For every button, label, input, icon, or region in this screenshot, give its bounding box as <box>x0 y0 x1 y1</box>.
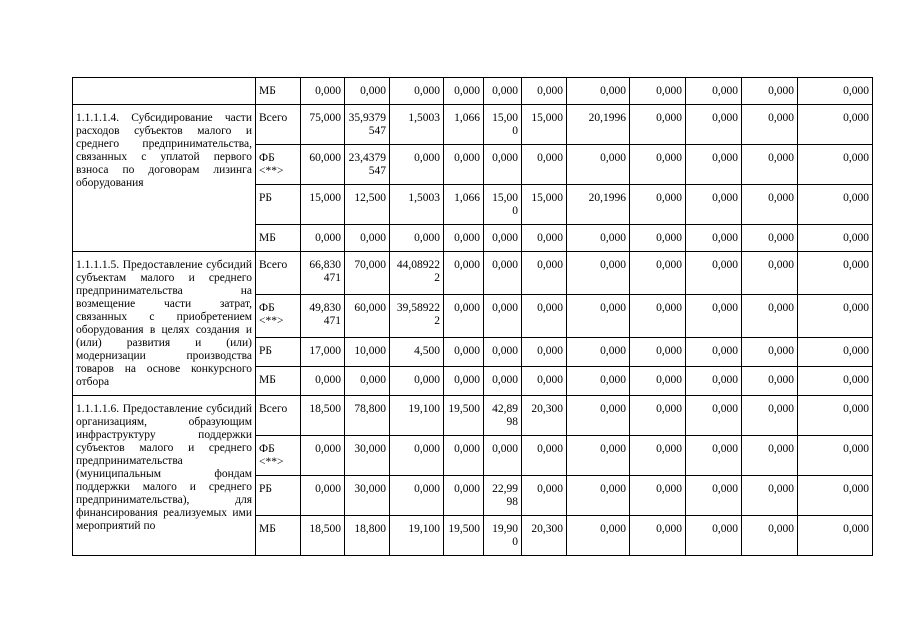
amount-cell: 0,000 <box>522 252 567 295</box>
amount-cell: 0,000 <box>686 225 742 252</box>
amount-cell: 23,4379547 <box>345 145 390 185</box>
funding-source: МБ <box>256 366 301 395</box>
amount-cell: 0,000 <box>567 476 630 516</box>
amount-cell: 0,000 <box>484 252 522 295</box>
amount-cell: 15,000 <box>484 185 522 225</box>
amount-cell: 0,000 <box>798 436 873 476</box>
amount-cell: 15,000 <box>301 185 345 225</box>
amount-cell: 0,000 <box>630 436 686 476</box>
amount-cell: 0,000 <box>484 78 522 105</box>
amount-cell: 0,000 <box>444 145 484 185</box>
funding-source: ФБ <**> <box>256 436 301 476</box>
amount-cell: 0,000 <box>798 185 873 225</box>
funding-source: Всего <box>256 396 301 436</box>
measure-description: 1.1.1.1.4. Субсидирование части расходов субъектов малого и среднего предпринимательства, связанных с уплатой первого взноса по договорам лизинга оборудования <box>73 105 256 252</box>
table-body <box>73 78 873 556</box>
amount-cell: 0,000 <box>742 185 798 225</box>
amount-cell: 0,000 <box>798 366 873 395</box>
amount-cell: 39,589222 <box>390 294 444 337</box>
funding-source: РБ <box>256 185 301 225</box>
amount-cell: 15,000 <box>484 105 522 145</box>
amount-cell: 0,000 <box>630 396 686 436</box>
amount-cell: 0,000 <box>630 105 686 145</box>
amount-cell: 1,5003 <box>390 105 444 145</box>
budget-table <box>72 77 873 556</box>
amount-cell: 0,000 <box>301 225 345 252</box>
amount-cell: 0,000 <box>522 476 567 516</box>
amount-cell: 19,500 <box>444 516 484 556</box>
amount-cell: 0,000 <box>686 366 742 395</box>
amount-cell: 0,000 <box>301 366 345 395</box>
amount-cell: 0,000 <box>630 366 686 395</box>
amount-cell: 1,5003 <box>390 185 444 225</box>
amount-cell: 0,000 <box>444 366 484 395</box>
amount-cell: 0,000 <box>522 225 567 252</box>
amount-cell: 0,000 <box>522 294 567 337</box>
amount-cell: 1,066 <box>444 105 484 145</box>
amount-cell: 0,000 <box>567 436 630 476</box>
amount-cell: 18,800 <box>345 516 390 556</box>
amount-cell: 0,000 <box>686 436 742 476</box>
amount-cell: 0,000 <box>301 436 345 476</box>
amount-cell: 0,000 <box>567 366 630 395</box>
funding-source: Всего <box>256 252 301 295</box>
amount-cell: 0,000 <box>630 145 686 185</box>
table-row <box>73 105 873 145</box>
amount-cell: 15,000 <box>522 185 567 225</box>
amount-cell: 0,000 <box>686 516 742 556</box>
amount-cell: 0,000 <box>686 396 742 436</box>
amount-cell: 15,000 <box>522 105 567 145</box>
amount-cell: 0,000 <box>686 78 742 105</box>
amount-cell: 0,000 <box>742 366 798 395</box>
funding-source: ФБ <**> <box>256 145 301 185</box>
measure-description <box>73 78 256 105</box>
amount-cell: 19,100 <box>390 516 444 556</box>
amount-cell: 0,000 <box>390 366 444 395</box>
amount-cell: 0,000 <box>484 366 522 395</box>
amount-cell: 0,000 <box>444 476 484 516</box>
funding-source: Всего <box>256 105 301 145</box>
amount-cell: 0,000 <box>798 252 873 295</box>
amount-cell: 44,089222 <box>390 252 444 295</box>
funding-source: МБ <box>256 78 301 105</box>
amount-cell: 19,500 <box>444 396 484 436</box>
amount-cell: 4,500 <box>390 337 444 366</box>
table-row <box>73 78 873 105</box>
amount-cell: 0,000 <box>630 225 686 252</box>
amount-cell: 0,000 <box>390 78 444 105</box>
amount-cell: 30,000 <box>345 476 390 516</box>
amount-cell: 0,000 <box>742 78 798 105</box>
amount-cell: 0,000 <box>567 225 630 252</box>
amount-cell: 0,000 <box>686 476 742 516</box>
amount-cell: 0,000 <box>522 436 567 476</box>
amount-cell: 0,000 <box>630 294 686 337</box>
amount-cell: 0,000 <box>742 145 798 185</box>
funding-source: ФБ <**> <box>256 294 301 337</box>
amount-cell: 0,000 <box>345 366 390 395</box>
amount-cell: 0,000 <box>522 145 567 185</box>
amount-cell: 66,830471 <box>301 252 345 295</box>
amount-cell: 10,000 <box>345 337 390 366</box>
amount-cell: 60,000 <box>301 145 345 185</box>
amount-cell: 18,500 <box>301 516 345 556</box>
amount-cell: 0,000 <box>686 294 742 337</box>
amount-cell: 0,000 <box>630 337 686 366</box>
amount-cell: 20,1996 <box>567 185 630 225</box>
amount-cell: 0,000 <box>686 185 742 225</box>
amount-cell: 0,000 <box>567 78 630 105</box>
amount-cell: 0,000 <box>444 436 484 476</box>
amount-cell: 42,8998 <box>484 396 522 436</box>
amount-cell: 20,300 <box>522 516 567 556</box>
amount-cell: 0,000 <box>742 436 798 476</box>
amount-cell: 0,000 <box>686 252 742 295</box>
amount-cell: 0,000 <box>390 145 444 185</box>
amount-cell: 0,000 <box>301 476 345 516</box>
amount-cell: 0,000 <box>390 225 444 252</box>
amount-cell: 17,000 <box>301 337 345 366</box>
amount-cell: 19,900 <box>484 516 522 556</box>
amount-cell: 0,000 <box>444 78 484 105</box>
amount-cell: 0,000 <box>484 436 522 476</box>
measure-description: 1.1.1.1.6. Предоставление субсидий организациям, образующим инфраструктуру поддержки субъектов малого и среднего предпринимательства (муниципальным фондам поддержки малого и среднего предпринимательства), для финансирования реализуемых ими мероприятий по <box>73 396 256 556</box>
amount-cell: 0,000 <box>798 476 873 516</box>
amount-cell: 0,000 <box>630 516 686 556</box>
table-row <box>73 252 873 295</box>
amount-cell: 22,9998 <box>484 476 522 516</box>
amount-cell: 0,000 <box>567 396 630 436</box>
amount-cell: 0,000 <box>686 337 742 366</box>
amount-cell: 0,000 <box>630 476 686 516</box>
amount-cell: 0,000 <box>798 78 873 105</box>
amount-cell: 0,000 <box>742 294 798 337</box>
amount-cell: 0,000 <box>742 337 798 366</box>
amount-cell: 0,000 <box>630 252 686 295</box>
amount-cell: 0,000 <box>484 145 522 185</box>
amount-cell: 60,000 <box>345 294 390 337</box>
amount-cell: 49,830471 <box>301 294 345 337</box>
amount-cell: 0,000 <box>798 396 873 436</box>
amount-cell: 0,000 <box>798 225 873 252</box>
amount-cell: 0,000 <box>301 78 345 105</box>
amount-cell: 0,000 <box>798 105 873 145</box>
amount-cell: 0,000 <box>444 294 484 337</box>
amount-cell: 0,000 <box>567 252 630 295</box>
amount-cell: 0,000 <box>522 366 567 395</box>
amount-cell: 0,000 <box>798 516 873 556</box>
amount-cell: 1,066 <box>444 185 484 225</box>
amount-cell: 0,000 <box>390 436 444 476</box>
amount-cell: 35,9379547 <box>345 105 390 145</box>
amount-cell: 0,000 <box>444 337 484 366</box>
amount-cell: 0,000 <box>567 337 630 366</box>
amount-cell: 0,000 <box>522 78 567 105</box>
amount-cell: 0,000 <box>742 105 798 145</box>
amount-cell: 0,000 <box>686 145 742 185</box>
amount-cell: 0,000 <box>798 337 873 366</box>
amount-cell: 0,000 <box>345 78 390 105</box>
amount-cell: 0,000 <box>484 337 522 366</box>
amount-cell: 0,000 <box>742 252 798 295</box>
amount-cell: 0,000 <box>686 105 742 145</box>
measure-description: 1.1.1.1.5. Предоставление субсидий субъектам малого и среднего предпринимательства на возмещение части затрат, связанных с приобретением оборудования в целях создания и (или) развития и (или) модернизации производства товаров на основе конкурсного отбора <box>73 252 256 396</box>
amount-cell: 0,000 <box>444 225 484 252</box>
amount-cell: 0,000 <box>567 145 630 185</box>
amount-cell: 12,500 <box>345 185 390 225</box>
amount-cell: 78,800 <box>345 396 390 436</box>
amount-cell: 0,000 <box>567 516 630 556</box>
amount-cell: 0,000 <box>484 225 522 252</box>
amount-cell: 0,000 <box>630 185 686 225</box>
funding-source: РБ <box>256 476 301 516</box>
funding-source: МБ <box>256 225 301 252</box>
amount-cell: 70,000 <box>345 252 390 295</box>
amount-cell: 0,000 <box>742 225 798 252</box>
amount-cell: 19,100 <box>390 396 444 436</box>
amount-cell: 0,000 <box>345 225 390 252</box>
amount-cell: 75,000 <box>301 105 345 145</box>
amount-cell: 0,000 <box>484 294 522 337</box>
amount-cell: 0,000 <box>630 78 686 105</box>
amount-cell: 0,000 <box>742 516 798 556</box>
amount-cell: 0,000 <box>390 476 444 516</box>
funding-source: РБ <box>256 337 301 366</box>
amount-cell: 0,000 <box>798 145 873 185</box>
amount-cell: 0,000 <box>567 294 630 337</box>
amount-cell: 0,000 <box>444 252 484 295</box>
amount-cell: 20,300 <box>522 396 567 436</box>
amount-cell: 30,000 <box>345 436 390 476</box>
amount-cell: 0,000 <box>742 476 798 516</box>
table-row <box>73 396 873 436</box>
amount-cell: 0,000 <box>522 337 567 366</box>
amount-cell: 18,500 <box>301 396 345 436</box>
amount-cell: 0,000 <box>742 396 798 436</box>
amount-cell: 0,000 <box>798 294 873 337</box>
amount-cell: 20,1996 <box>567 105 630 145</box>
funding-source: МБ <box>256 516 301 556</box>
